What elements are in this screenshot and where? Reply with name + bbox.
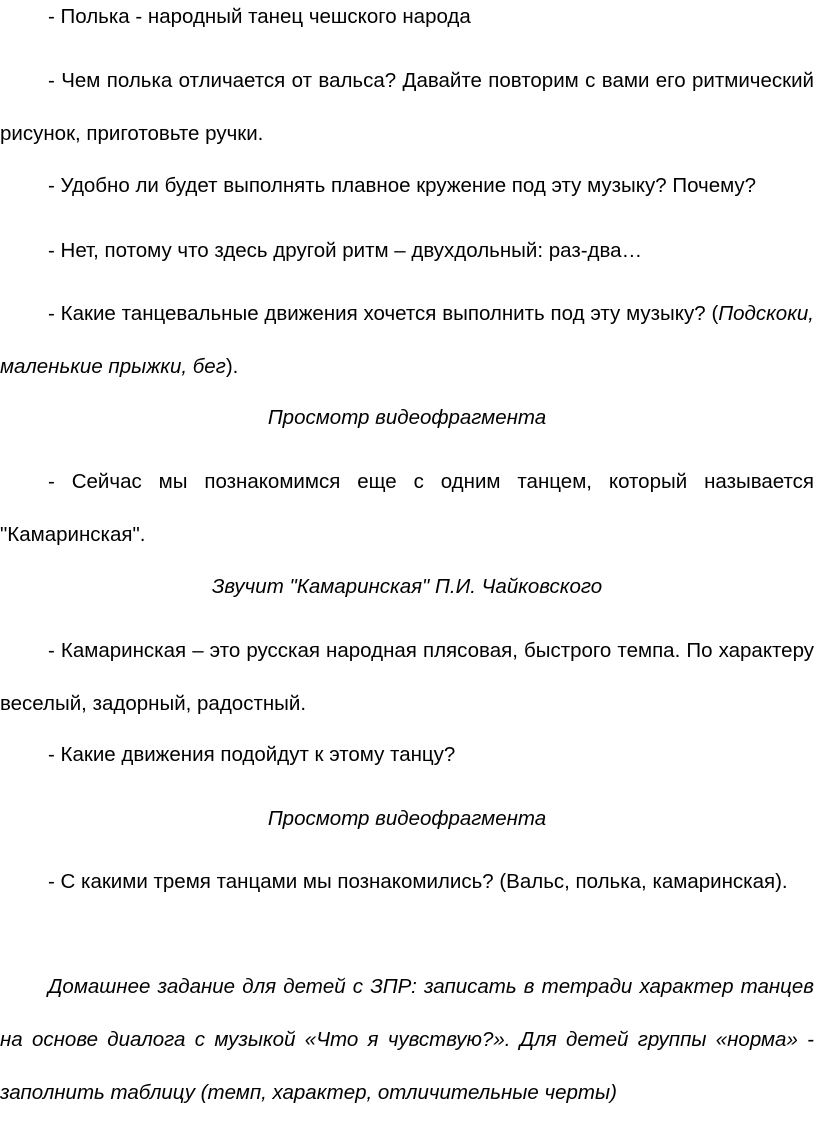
paren-close: ). — [225, 355, 239, 378]
paragraph-homework: Домашнее задание для детей с ЗПР: записать в тетради характер танцев на основе диалога с музыкой «Что я чувствую?». Для детей группы «норма» - заполнить таблицу (темп, характер, отличительные черты) — [0, 975, 814, 1104]
video-fragment-note-2: Просмотр видеофрагмента — [267, 807, 547, 830]
paragraph-kamarinskaya-intro: - Сейчас мы познакомимся еще с одним танцем, который называется "Камаринская". — [0, 470, 814, 546]
paragraph-answer-rhythm: - Нет, потому что здесь другой ритм – двухдольный: раз-два… — [48, 239, 643, 262]
paragraph-question-whirling: - Удобно ли будет выполнять плавное кружение под эту музыку? Почему? — [48, 174, 757, 197]
paragraph-polka-intro: - Полька - народный танец чешского народа — [48, 5, 471, 28]
paragraph-dance-movements — [0, 287, 814, 393]
dance-movements-question: - Какие танцевальные движения хочется выполнить под эту музыку? — [48, 302, 706, 325]
paren-open: ( — [711, 302, 719, 325]
paragraph-kamarinskaya-description: - Камаринская – это русская народная плясовая, быстрого темпа. По характеру веселый, задорный, радостный. — [0, 639, 814, 715]
paragraph-question-movements: - Какие движения подойдут к этому танцу? — [48, 743, 456, 766]
paragraph-polka-vs-waltz: - Чем полька отличается от вальса? Давайте повторим с вами его ритмический рисунок, приготовьте ручки. — [0, 69, 814, 145]
kamarinskaya-sounds-note: Звучит "Камаринская" П.И. Чайковского — [211, 575, 603, 598]
paragraph-three-dances: - С какими тремя танцами мы познакомились? (Вальс, полька, камаринская). — [48, 870, 788, 893]
video-fragment-note-1: Просмотр видеофрагмента — [267, 406, 547, 429]
dance-movements-answer: Подскоки, маленькие прыжки, бег — [0, 302, 814, 378]
